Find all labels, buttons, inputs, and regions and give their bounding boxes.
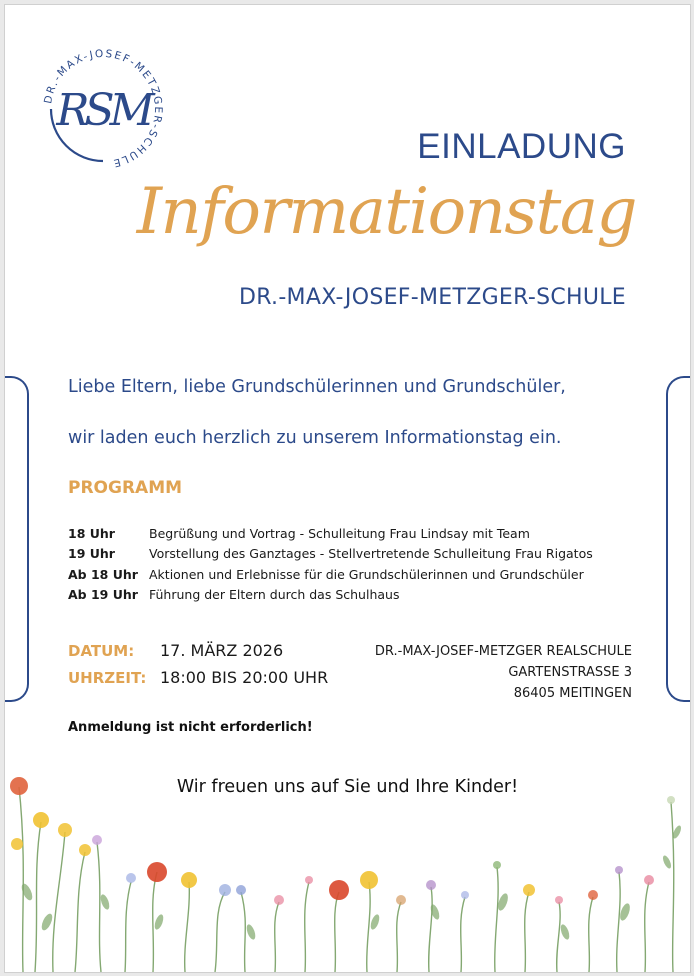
invitation-flyer	[4, 4, 691, 973]
schedule-row	[68, 544, 593, 565]
time-value: 18:00 BIS 20:00 UHR	[160, 668, 329, 687]
address-line-city: 86405 MEITINGEN	[513, 686, 632, 701]
einladung-heading: EINLADUNG	[417, 127, 626, 166]
main-headline: Informationstag	[136, 175, 636, 249]
schedule-description: Aktionen und Erlebnisse für die Grundschülerinnen und Grundschüler	[149, 566, 584, 582]
schedule-description: Führung der Eltern durch das Schulhaus	[149, 587, 400, 603]
right-bracket-decoration	[666, 376, 691, 702]
time-row	[68, 668, 328, 695]
date-value: 17. MÄRZ 2026	[160, 641, 284, 660]
flower-meadow-illustration	[5, 772, 690, 972]
registration-note: Anmeldung ist nicht erforderlich!	[68, 720, 313, 735]
schedule-row	[68, 564, 593, 585]
logo-ring-text: DR.-MAX-JOSEF-METZGER-SCHULE	[42, 47, 165, 170]
address-line-school: DR.-MAX-JOSEF-METZGER REALSCHULE	[374, 644, 632, 659]
schedule-row	[68, 523, 593, 544]
address-line-street: GARTENSTRASSE 3	[508, 665, 632, 680]
date-row	[68, 641, 328, 668]
logo-monogram: RSM	[56, 85, 150, 136]
schedule-time: Ab 19 Uhr	[68, 587, 138, 603]
schedule-row	[68, 585, 593, 606]
venue-address	[375, 641, 632, 704]
event-details	[68, 641, 328, 695]
schedule-time: 18 Uhr	[68, 525, 115, 541]
schedule-time: Ab 18 Uhr	[68, 566, 138, 582]
closing-text: Wir freuen uns auf Sie und Ihre Kinder!	[176, 777, 519, 797]
left-bracket-decoration	[4, 376, 29, 702]
invite-text: wir laden euch herzlich zu unserem Informationstag ein.	[68, 428, 562, 448]
schedule-description: Vorstellung des Ganztages - Stellvertretende Schulleitung Frau Rigatos	[149, 546, 593, 562]
school-name: DR.-MAX-JOSEF-METZGER-SCHULE	[238, 285, 626, 310]
schedule-time: 19 Uhr	[68, 546, 115, 562]
school-logo	[33, 39, 173, 179]
greeting-text: Liebe Eltern, liebe Grundschülerinnen und Grundschüler,	[68, 377, 566, 397]
time-label: UHRZEIT:	[68, 669, 147, 687]
schedule-description: Begrüßung und Vortrag - Schulleitung Frau Lindsay mit Team	[149, 525, 530, 541]
date-label: DATUM:	[68, 642, 135, 660]
program-schedule	[68, 523, 593, 605]
program-title: PROGRAMM	[68, 478, 183, 498]
